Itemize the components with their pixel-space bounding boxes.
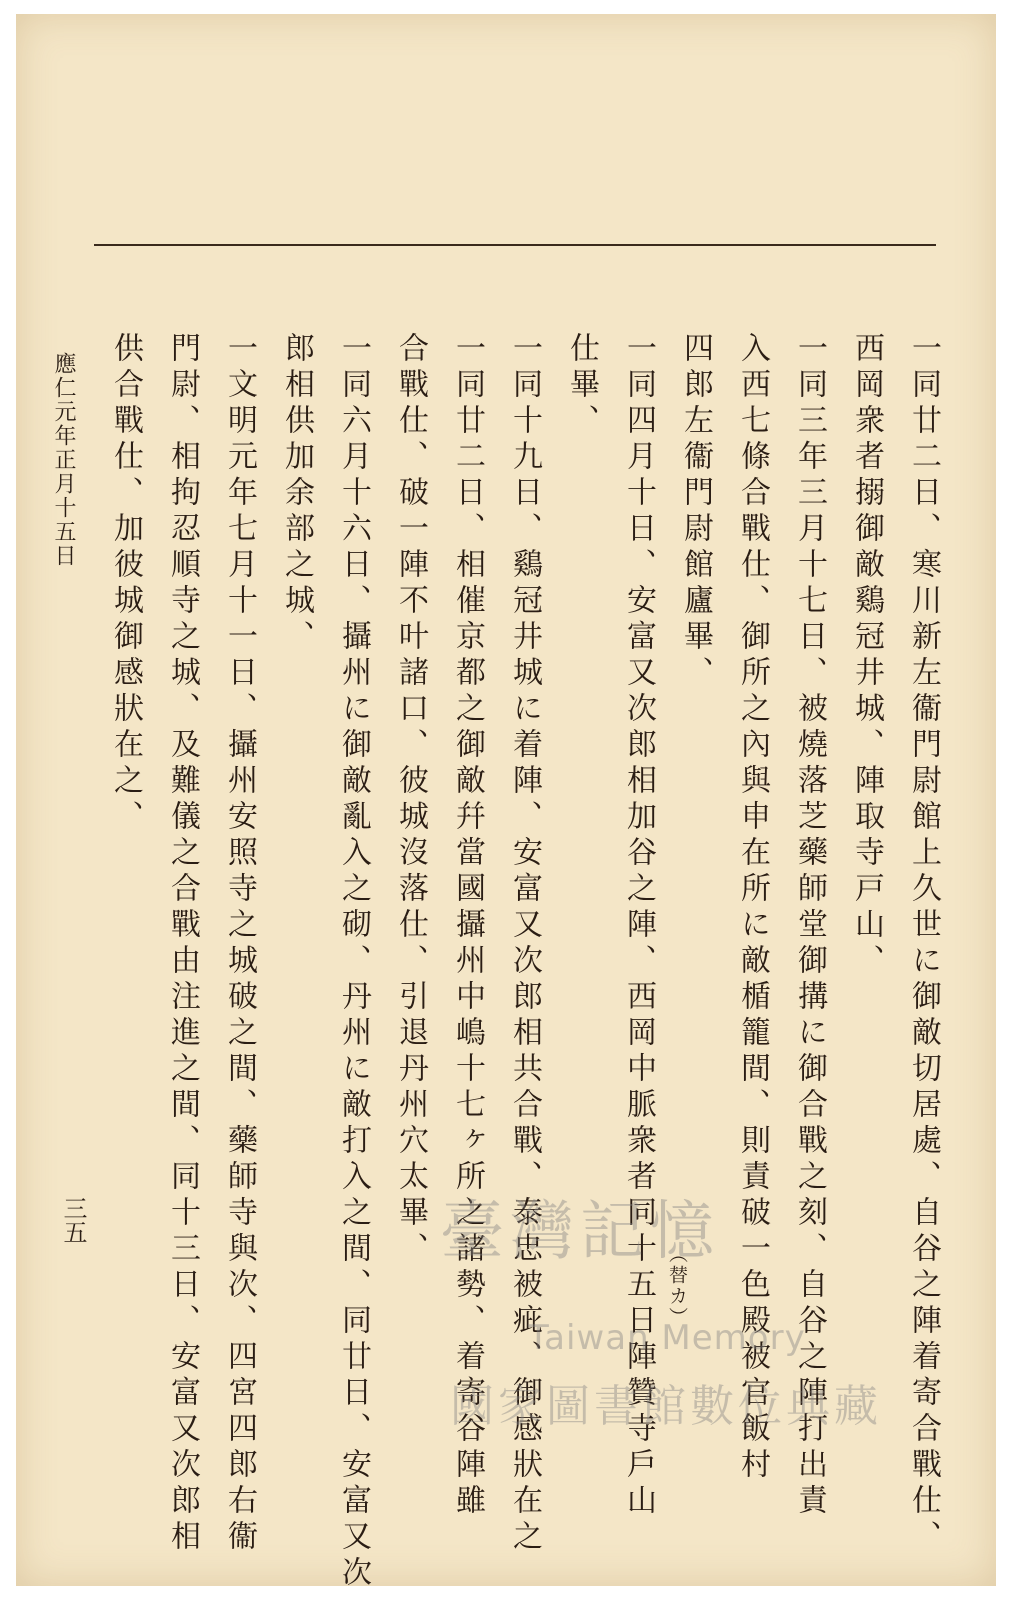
page-number: 三五: [59, 1196, 87, 1244]
annotation-note: （替カ）: [666, 1244, 688, 1328]
watermark-subtitle: 國家圖書館數位典藏: [450, 1381, 882, 1432]
text-column: 入西七條合戰仕、御所之內與申在所に敵楯籠間、則責破一色殿被官飯村: [735, 332, 770, 1484]
text-column: 一同四月十日、安富又次郎相加谷之陣、西岡中脈衆者同十五日陣贊寺戶山: [621, 332, 656, 1520]
text-column: 一同廿二日、寒川新左衞門尉館上久世に御敵切居處、自谷之陣着寄合戰仕、: [906, 332, 941, 1556]
text-column: 一文明元年七月十一日、攝州安照寺之城破之間、藥師寺與次、四宮四郎右衞: [222, 332, 257, 1556]
text-column: 一同三年三月十七日、被燒落芝藥師堂御搆に御合戰之刻、自谷之陣打出責: [792, 332, 827, 1520]
watermark-english: Taiwan Memory: [528, 1318, 806, 1358]
text-column: 一同六月十六日、攝州に御敵亂入之砌、丹州に敵打入之間、同廿日、安富又次: [336, 332, 371, 1592]
text-column: 四郎左衞門尉館廬畢、: [678, 332, 713, 692]
text-column: 仕畢、: [564, 332, 599, 440]
running-header: 應仁元年正月十五日: [51, 352, 76, 568]
watermark-title: 臺灣記憶: [440, 1195, 720, 1269]
header-rule: [94, 244, 936, 246]
text-column: 一同十九日、鷄冠井城に着陣、安富又次郎相共合戰、泰忠被疵、御感狀在之: [507, 332, 542, 1556]
text-column: 一同廿二日、相催京都之御敵幷當國攝州中嶋十七ヶ所之諸勢、着寄谷陣雖: [450, 332, 485, 1520]
text-column: 門尉、相拘忍順寺之城、及難儀之合戰由注進之間、同十三日、安富又次郎相: [165, 332, 200, 1556]
text-column: 西岡衆者搦御敵鷄冠井城、陣取寺戸山、: [849, 332, 884, 980]
text-column: 供合戰仕、加彼城御感狀在之、: [108, 332, 143, 836]
text-column: 郎相供加余部之城、: [279, 332, 314, 656]
text-column: 合戰仕、破一陣不叶諸口、彼城沒落仕、引退丹州穴太畢、: [393, 332, 428, 1268]
